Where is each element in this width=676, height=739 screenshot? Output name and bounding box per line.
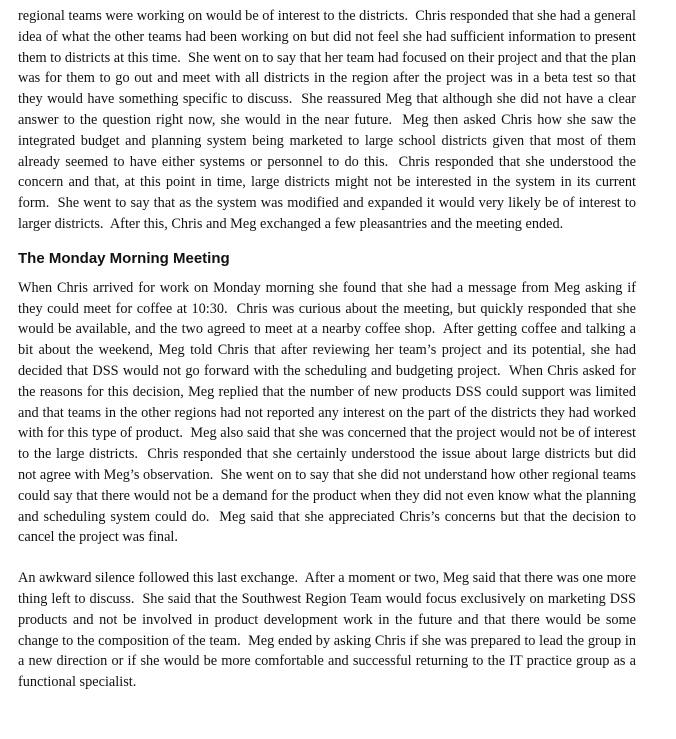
- section-heading: The Monday Morning Meeting: [18, 249, 230, 267]
- document-page: [18, 6, 640, 693]
- body-paragraph-2: When Chris arrived for work on Monday morning she found that she had a message from Meg asking if they could meet for coffee at 10:30. Chris was curious about the meeting, but quickly responded that she would be available, and the two agreed to meet at a nearby coffee shop. After getting coffee and talking a bit about the weekend, Meg told Chris that after reviewing her team’s project and its potential, she had decided that DSS would not go forward with the scheduling and budgeting project. When Chris asked for the reasons for this decision, Meg replied that the number of new products DSS could support was limited and that teams in the other regions had not reported any interest on the part of the districts they had worked with for this type of product. Meg also said that she was concerned that the project would not be of interest to the large districts. Chris responded that she certainly understood the issue about large districts but did not agree with Meg’s observation. She went on to say that she did not understand how other regional teams could say that there would not be a demand for the product when they did not even know what the planning and scheduling system could do. Meg said that she appreciated Chris’s concerns but that the decision to cancel the project was final.: [18, 279, 640, 546]
- body-paragraph-1: regional teams were working on would be of interest to the districts. Chris responded that she had a general idea of what the other teams had been working on but did not feel she had sufficient information to present them to districts at this time. She went on to say that her team had focused on their project and that the plan was for them to go out and meet with all districts in the region after the project was in a beta test so that they would have something specific to discuss. She reassured Meg that although she did not have a clear answer to the question right now, she would in the near future. Meg then asked Chris how she saw the integrated budget and planning system being marketed to large school districts given that most of them already seemed to have either systems or personnel to do this. Chris responded that she understood the concern and that, at this point in time, large districts might not be interested in the system in its current form. She went to say that as the system was modified and expanded it would very likely be of interest to larger districts. After this, Chris and Meg exchanged a few pleasantries and the meeting ended.: [18, 8, 640, 232]
- body-paragraph-3: An awkward silence followed this last exchange. After a moment or two, Meg said that there was one more thing left to discuss. She said that the Southwest Region Team would focus exclusively on marketing DSS products and not be involved in product development work in the future and that there would be some change to the composition of the team. Meg ended by asking Chris if she was prepared to lead the group in a new direction or if she would be more comfortable and successful returning to the IT practice group as a functional specialist.: [18, 570, 640, 691]
